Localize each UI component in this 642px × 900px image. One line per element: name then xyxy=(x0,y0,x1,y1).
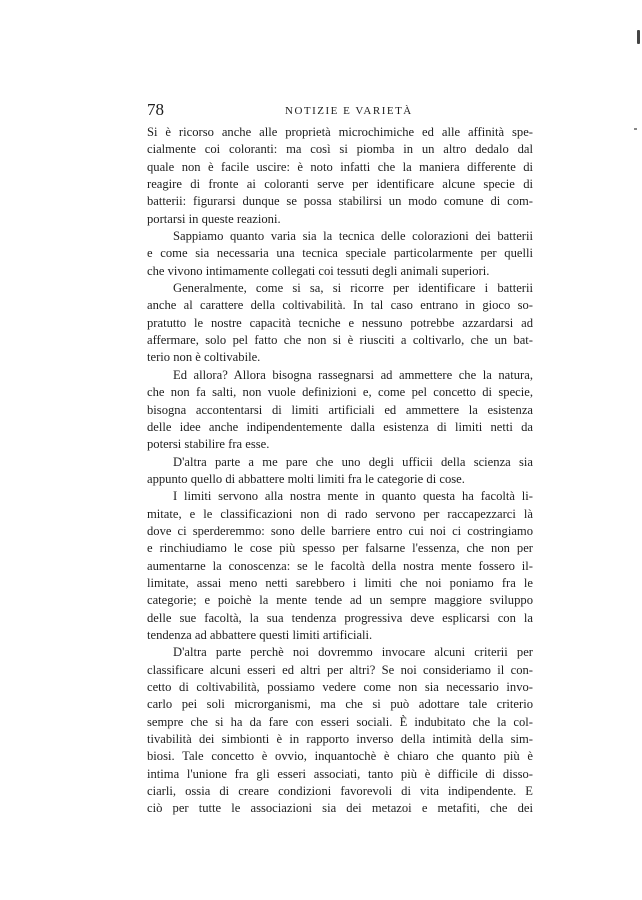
scan-speck xyxy=(634,128,637,130)
text-line: Generalmente, come si sa, si ricorre per identificare i batterii xyxy=(173,281,533,296)
text-line: appunto quello di abbattere molti limiti fra le categorie di cose. xyxy=(147,471,465,486)
running-title: NOTIZIE E VARIETÀ xyxy=(285,105,413,117)
text-line: anche al carattere della coltivabilità. In tal caso entrano in gioco so- xyxy=(147,298,533,313)
text-line: Sappiamo quanto varia sia la tecnica delle colorazioni dei batterii xyxy=(173,229,533,244)
text-line: D'altra parte perchè noi dovremmo invocare alcuni criterii per xyxy=(173,645,533,660)
text-line: Si è ricorso anche alle proprietà microchimiche ed alle affinità spe- xyxy=(147,125,533,139)
text-line: affermare, solo pel fatto che non si è riusciti a coltivarlo, che un bat- xyxy=(147,333,533,348)
text-line: portarsi in queste reazioni. xyxy=(147,211,281,226)
text-line: cetto di coltivabilità, possiamo vedere come non sia necessario invo- xyxy=(147,680,533,694)
text-line: quale non è facile uscire: è noto infatti che la maniera differente di xyxy=(147,159,533,174)
text-line: sempre che si ha da fare con esseri sociali. È indubitato che la col- xyxy=(147,714,533,729)
text-line: che non fa salti, non vuole definizioni e, come pel concetto di specie, xyxy=(147,385,533,400)
text-line: e rinchiudiamo le cose più spesso per falsarne l'essenza, che non per xyxy=(147,541,533,556)
body-text xyxy=(147,124,533,818)
text-line: Ed allora? Allora bisogna rassegnarsi ad ammettere che la natura, xyxy=(173,367,533,382)
text-line: limitate, assai meno netti sarebbero i limiti che noi poniamo fra le xyxy=(147,575,533,590)
text-line: ciarli, ossia di creare condizioni favorevoli di vita indipendente. E xyxy=(147,784,533,799)
text-line: categorie; e poichè la mente tende ad un sempre maggiore sviluppo xyxy=(147,593,533,608)
text-line: delle idee anche indipendentemente dalla esistenza di limiti netti da xyxy=(147,419,533,434)
text-line: che vivono intimamente collegati coi tessuti degli animali superiori. xyxy=(147,263,490,278)
text-line: D'altra parte a me pare che uno degli ufficii della scienza sia xyxy=(173,454,533,469)
text-line: tendenza ad abbattere questi limiti artificiali. xyxy=(147,627,373,642)
text-line: I limiti servono alla nostra mente in quanto questa ha facoltà li- xyxy=(173,489,533,504)
text-line: cialmente coi coloranti: ma così si piomba in un altro dedalo dal xyxy=(147,142,533,157)
text-line: e come sia necessaria una tecnica speciale particolarmente per quelli xyxy=(147,246,533,261)
text-line: mitate, e le classificazioni non di rado servono per raccapezzarci là xyxy=(147,506,533,521)
text-line: intima l'unione fra gli esseri associati, tanto più è difficile di disso- xyxy=(147,766,533,781)
text-line: bisogna accontentarsi di limiti artificiali ed ammettere la esistenza xyxy=(147,402,533,417)
text-line: dove ci sperderemmo: sono delle barriere entro cui noi ci costringiamo xyxy=(147,523,533,538)
text-line: tivabilità dei simbionti è in rapporto inverso della intimità della sim- xyxy=(147,732,533,747)
text-line: reagire di fronte ai coloranti serve per identificare alcune specie di xyxy=(147,177,533,192)
text-line: carlo pei soli microrganismi, ma che si può adottare tale criterio xyxy=(147,697,533,712)
text-line: classificare alcuni esseri ed altri per altri? Se noi consideriamo il con- xyxy=(147,662,533,677)
text-line: terio non è coltivabile. xyxy=(147,350,261,365)
text-line: potersi stabilire fra esse. xyxy=(147,437,270,452)
text-line: batterii: figurarsi dunque se possa stabilirsi un modo comune di com- xyxy=(147,194,533,209)
text-line: ciò per tutte le associazioni sia dei metazoi e metafiti, che dei xyxy=(147,801,533,816)
text-line: delle sue facoltà, la sua tendenza progressiva deve esplicarsi con la xyxy=(147,610,533,625)
text-line: pratutto le nostre capacità tecniche e nessuno potrebbe azzardarsi ad xyxy=(147,315,533,330)
text-line: biosi. Tale concetto è ovvio, inquantochè è chiaro che quanto più è xyxy=(147,749,533,764)
text-line: aumentarne la conoscenza: se le facoltà della nostra mente fossero il- xyxy=(147,558,533,573)
scan-edge-mark xyxy=(637,30,640,44)
page-number: 78 xyxy=(147,100,164,119)
